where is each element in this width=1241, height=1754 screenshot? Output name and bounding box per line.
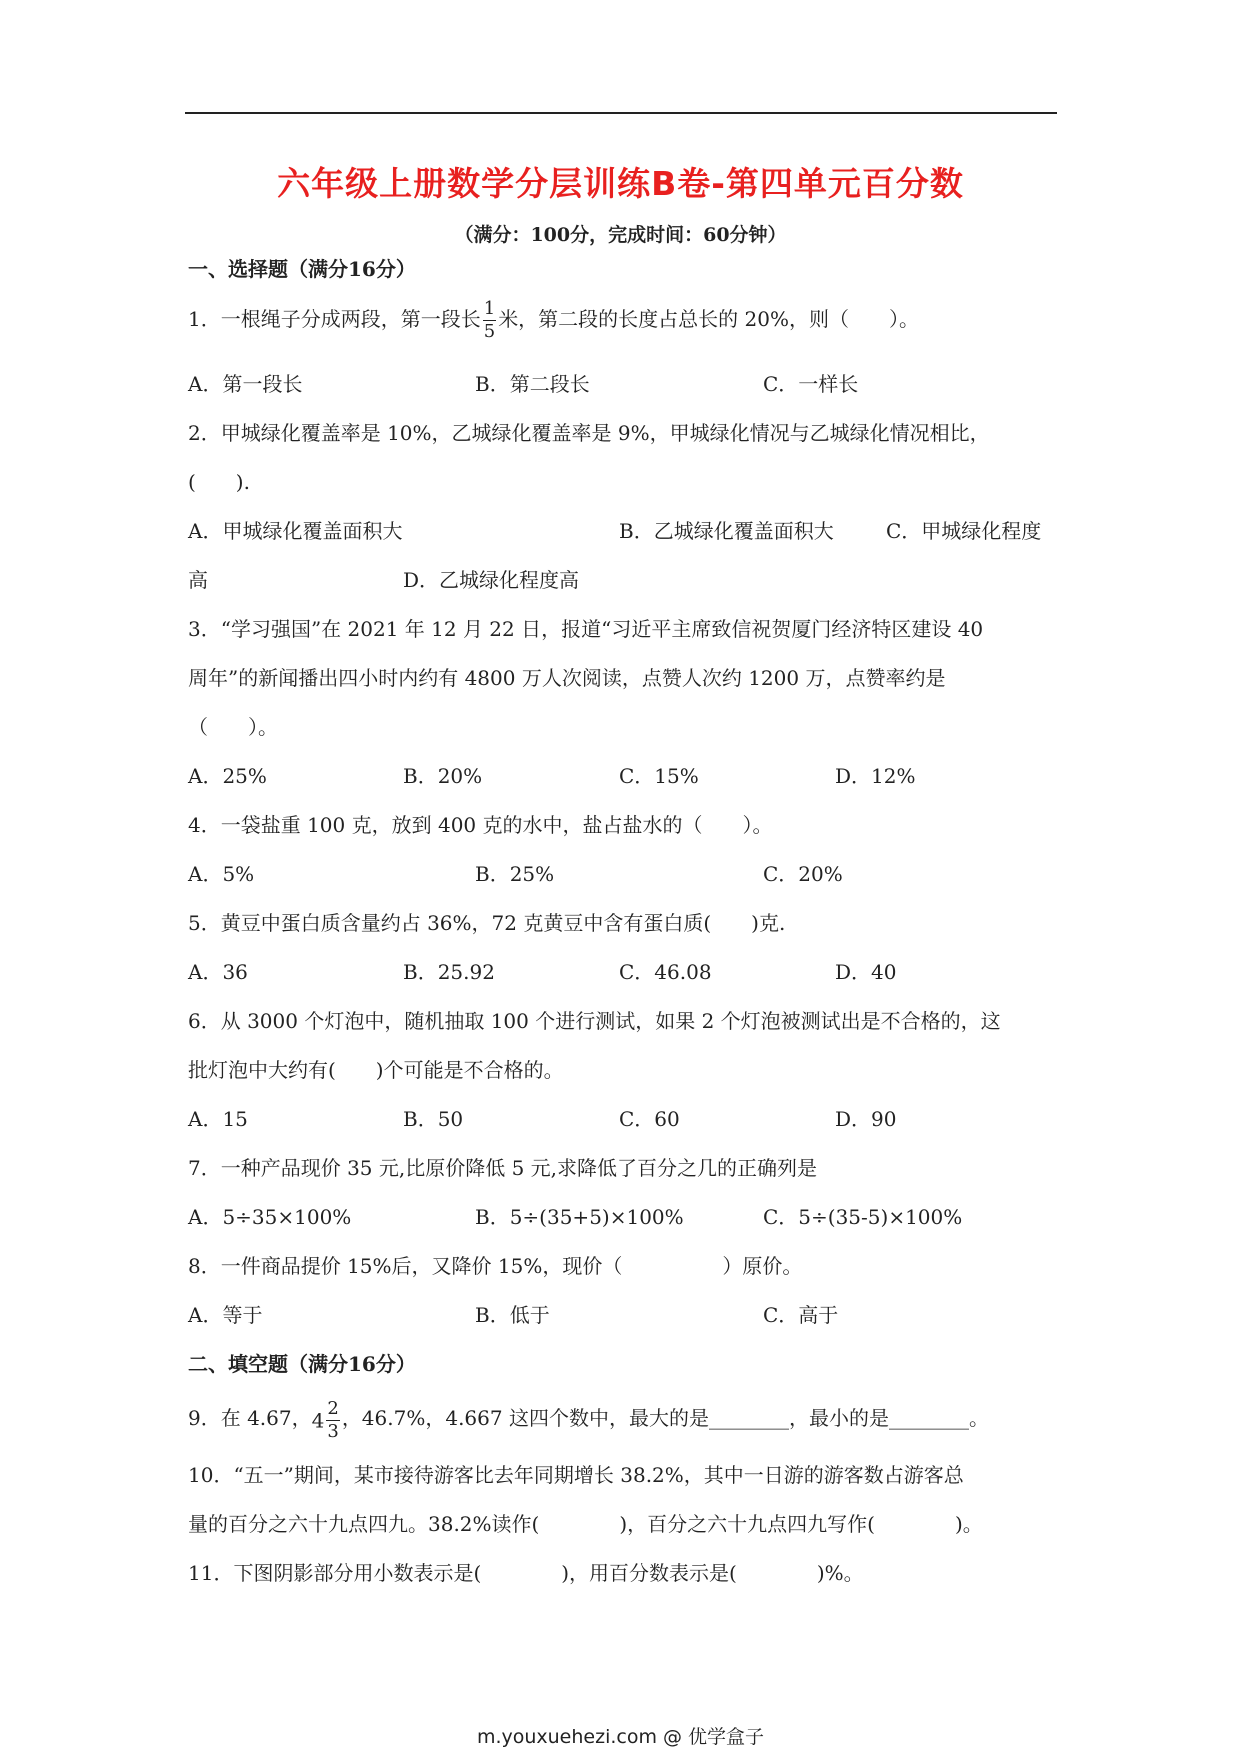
fraction-numerator: 2 (327, 1397, 339, 1419)
q5-option-b: B．25.92 (403, 960, 495, 984)
footer-watermark: m.youxuehezi.com @ 优学盒子 (476, 1726, 765, 1748)
q6-option-a: A．15 (188, 1107, 248, 1131)
q3-option-c: C．15% (619, 764, 699, 788)
question-3-line-1: 3．“学习强国”在 2021 年 12 月 22 日，报道“习近平主席致信祝贺厦门经济特区建设 40 (188, 617, 984, 641)
q8-option-b: B．低于 (475, 1303, 550, 1327)
section-heading-fill: 二、填空题（满分16分） (188, 1352, 416, 1376)
fraction-denominator: 5 (483, 321, 496, 342)
fraction-denominator: 3 (327, 1420, 339, 1442)
q4-option-c: C．20% (763, 862, 843, 886)
question-1 (188, 298, 919, 341)
question-3-line-2: 周年”的新闻播出四小时内约有 4800 万人次阅读，点赞人次约 1200 万，点赞率约是 (188, 666, 946, 690)
question-9-pre: 9．在 4.67， (188, 1406, 312, 1430)
q8-option-a: A．等于 (188, 1303, 263, 1327)
section-heading-choice: 一、选择题（满分16分） (188, 257, 416, 281)
question-1-pre: 1．一根绳子分成两段，第一段长 (188, 307, 481, 331)
q7-option-b: B．5÷(35+5)×100% (475, 1205, 684, 1229)
question-3-line-3: （ ）。 (188, 715, 278, 739)
question-6-line-2: 批灯泡中大约有( )个可能是不合格的。 (188, 1058, 564, 1082)
question-2-line-2: ( ). (188, 470, 250, 494)
q8-option-c: C．高于 (763, 1303, 839, 1327)
q7-option-a: A．5÷35×100% (188, 1205, 352, 1229)
question-8: 8．一件商品提价 15%后，又降价 15%，现价（ ）原价。 (188, 1254, 803, 1278)
question-9 (188, 1397, 989, 1441)
q7-option-c: C．5÷(35-5)×100% (763, 1205, 963, 1229)
q4-option-a: A．5% (188, 862, 255, 886)
question-4: 4．一袋盐重 100 克，放到 400 克的水中，盐占盐水的（ ）。 (188, 813, 773, 837)
q3-option-a: A．25% (188, 764, 267, 788)
mixed-whole: 4 (311, 1408, 325, 1433)
q1-option-b: B．第二段长 (475, 372, 590, 396)
header-rule (185, 112, 1057, 114)
q6-option-b: B．50 (403, 1107, 464, 1131)
page-subtitle: （满分：100分，完成时间：60分钟） (454, 224, 787, 246)
q5-option-d: D．40 (835, 960, 897, 984)
question-5: 5．黄豆中蛋白质含量约占 36%，72 克黄豆中含有蛋白质( )克. (188, 911, 786, 935)
q4-option-b: B．25% (475, 862, 555, 886)
q6-option-d: D．90 (835, 1107, 897, 1131)
q1-option-c: C．一样长 (763, 372, 859, 396)
question-7: 7．一种产品现价 35 元,比原价降低 5 元,求降低了百分之几的正确列是 (188, 1156, 818, 1180)
question-10-line-1: 10．“五一”期间，某市接待游客比去年同期增长 38.2%，其中一日游的游客数占游客总 (188, 1463, 964, 1487)
q3-option-d: D．12% (835, 764, 916, 788)
q2-option-c-cont: 高 (188, 568, 208, 592)
fraction-numerator: 1 (483, 298, 496, 319)
q2-option-c: C．甲城绿化程度 (886, 519, 1042, 543)
question-2-line-1: 2．甲城绿化覆盖率是 10%，乙城绿化覆盖率是 9%，甲城绿化情况与乙城绿化情况相比， (188, 421, 990, 445)
page-title: 六年级上册数学分层训练B卷-第四单元百分数 (277, 164, 964, 203)
question-1-post: 米，第二段的长度占总长的 20%，则（ ）。 (498, 307, 919, 331)
question-10-line-2: 量的百分之六十九点四九。38.2%读作( )，百分之六十九点四九写作( )。 (188, 1512, 983, 1536)
q2-option-d: D．乙城绿化程度高 (403, 568, 580, 592)
q1-option-a: A．第一段长 (188, 372, 303, 396)
question-6-line-1: 6．从 3000 个灯泡中，随机抽取 100 个进行测试，如果 2 个灯泡被测试出是不合格的，这 (188, 1009, 1001, 1033)
q6-option-c: C．60 (619, 1107, 680, 1131)
q5-option-c: C．46.08 (619, 960, 712, 984)
q2-option-b: B．乙城绿化覆盖面积大 (619, 519, 834, 543)
question-11: 11．下图阴影部分用小数表示是( )，用百分数表示是( )%。 (188, 1561, 864, 1585)
fraction-two-thirds (326, 1397, 339, 1442)
q2-option-a: A．甲城绿化覆盖面积大 (188, 519, 403, 543)
fraction-one-fifth (483, 300, 496, 341)
q3-option-b: B．20% (403, 764, 483, 788)
question-9-post: ，46.7%，4.667 这四个数中，最大的是________，最小的是________。 (341, 1406, 989, 1430)
mixed-number (312, 1398, 342, 1442)
q5-option-a: A．36 (188, 960, 248, 984)
